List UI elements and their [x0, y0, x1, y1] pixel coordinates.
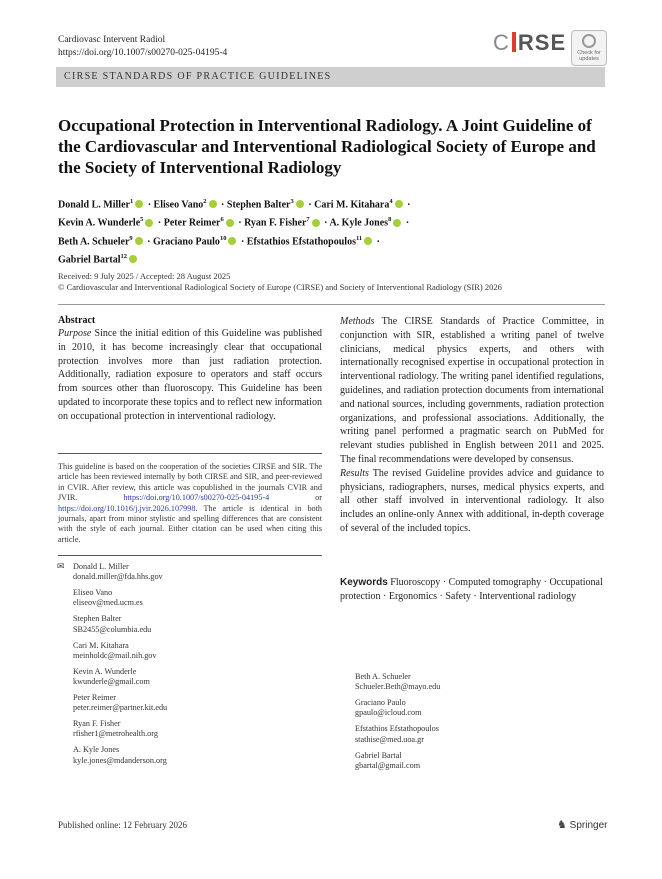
contact-entry: [73, 745, 167, 765]
contact-email[interactable]: donald.miller@fda.hhs.gov: [73, 572, 163, 582]
envelope-icon: ✉: [57, 562, 65, 572]
contact-name: Peter Reimer: [73, 693, 116, 703]
section-banner: [56, 67, 605, 87]
author-name: Donald L. Miller: [58, 199, 130, 211]
contact-name: Graciano Paulo: [355, 698, 406, 708]
author-separator: ·: [374, 235, 380, 247]
springer-horse-icon: ♞: [557, 819, 567, 831]
abstract-results: Results The revised Guideline provides advice and guidance to physicians, radiographers, nurses, medical physics experts, and all other staff involved in interventional radiology. It also includes an online-only Annex with additional, in-depth coverage of several of the included topics.: [340, 467, 605, 534]
contact-list-left: [73, 562, 167, 772]
contact-email[interactable]: meinholdc@mail.nih.gov: [73, 650, 157, 660]
orcid-icon[interactable]: [228, 237, 236, 245]
orcid-icon[interactable]: [393, 219, 401, 227]
author-name: Peter Reimer: [163, 217, 221, 229]
note-divider-bottom: [58, 555, 322, 556]
copyright: © Cardiovascular and Interventional Radiological Society of Europe (CIRSE) and Society of Interventional Radiology (SIR) 2026: [58, 282, 502, 292]
author-affiliation: 5: [140, 216, 144, 224]
author-affiliation: 10: [219, 234, 227, 242]
contact-entry: [73, 667, 167, 687]
abstract-methods-results: [340, 315, 604, 536]
orcid-icon[interactable]: [296, 200, 304, 208]
contact-email[interactable]: gpaulo@icloud.com: [355, 708, 422, 718]
orcid-icon[interactable]: [145, 219, 153, 227]
abstract-methods: Methods The CIRSE Standards of Practice Committee, in conjunction with SIR, established a writing panel of twelve clinicians, medical physics experts, and others with internationally recognised expertise in occupational protection in interventional radiology. The writing panel identified regulations, guidelines, and radiation protection documents from international and national sources, including governments, radiation protection organizations, and professional associations. Additionally, the writing panel performed a pragmatic search on PubMed for relevant studies published in English between 2011 and 2025. The final recommendations were developed by consensus.: [340, 316, 605, 465]
divider: [58, 304, 605, 305]
received-accepted: Received: 9 July 2025 / Accepted: 28 August 2025: [58, 271, 231, 281]
author-separator: ·: [218, 199, 227, 211]
author-name: Stephen Balter: [226, 199, 291, 211]
author-separator: ·: [144, 235, 153, 247]
author-name: Graciano Paulo: [152, 235, 220, 247]
contact-email[interactable]: rfisher1@metrohealth.org: [73, 729, 158, 739]
author-separator: ·: [404, 199, 411, 211]
author-name: Ryan F. Fisher: [244, 217, 307, 229]
contact-entry: [73, 641, 167, 661]
orcid-icon[interactable]: [395, 200, 403, 208]
author-name: Efstathios Efstathopoulos: [246, 235, 356, 247]
orcid-icon[interactable]: [135, 237, 143, 245]
author-name: Gabriel Bartal: [58, 254, 121, 266]
author-name: Eliseo Vano: [153, 199, 204, 211]
jvir-doi-link[interactable]: https://doi.org/10.1016/j.jvir.2026.107998: [58, 503, 196, 513]
author-affiliation: 6: [220, 216, 224, 224]
author-separator: ·: [235, 217, 245, 229]
author-affiliation: 11: [355, 234, 363, 242]
contact-name: Kevin A. Wunderle: [73, 666, 137, 676]
contact-entry: [73, 562, 167, 582]
author-name: Kevin A. Wunderle: [58, 217, 141, 229]
contact-name: Donald L. Miller: [73, 562, 129, 571]
contact-entry: [355, 751, 440, 771]
journal-name: Cardiovasc Intervent Radiol: [58, 35, 166, 45]
contact-entry: [73, 719, 167, 739]
contact-name: Gabriel Bartal: [355, 750, 402, 760]
contact-email[interactable]: Schueler.Beth@mayo.edu: [355, 682, 441, 692]
article-title: Occupational Protection in Interventional Radiology. A Joint Guideline of the Cardiovascular and Interventional Radiological Society of Europe and the Society of Interventional Radiology: [58, 116, 596, 177]
author-separator: ·: [305, 199, 315, 211]
contact-name: Ryan F. Fisher: [73, 719, 121, 729]
abstract-heading: Abstract: [58, 315, 96, 326]
author-affiliation: 9: [129, 234, 133, 242]
contact-email[interactable]: stathise@med.uoa.gr: [355, 734, 424, 744]
journal-header: [58, 34, 227, 60]
author-affiliation: 3: [290, 198, 294, 205]
contact-entry: [73, 588, 167, 608]
article-dates: [58, 271, 502, 293]
author-separator: ·: [145, 199, 154, 211]
orcid-icon[interactable]: [129, 255, 137, 263]
contact-name: Stephen Balter: [73, 614, 122, 624]
contact-email[interactable]: eliseov@med.ucm.es: [73, 598, 143, 608]
author-separator: ·: [321, 217, 330, 229]
author-name: Cari M. Kitahara: [314, 199, 390, 211]
contact-entry: [355, 724, 440, 744]
published-date: Published online: 12 February 2026: [58, 820, 187, 830]
author-affiliation: 8: [388, 216, 392, 224]
contact-entry: [73, 614, 167, 634]
author-list: [58, 194, 478, 267]
author-separator: ·: [238, 235, 247, 247]
keywords: Keywords Fluoroscopy · Computed tomography · Occupational protection · Ergonomics · Safety · Interventional radiology: [340, 577, 603, 602]
publisher-logo: ♞ Springer: [557, 819, 608, 831]
doi-link[interactable]: https://doi.org/10.1007/s00270-025-04195-4: [58, 48, 228, 58]
contact-email[interactable]: gbartal@gmail.com: [355, 760, 421, 770]
banner-text: CIRSE STANDARDS OF PRACTICE GUIDELINES: [64, 71, 332, 82]
abstract-purpose: Purpose Since the initial edition of this Guideline was published in 2010, it has become increasingly clear that occupational protection involves more than just radiation protection. Additionally, radiation exposure to operators and staff occurs from sources other than fluoroscopy. This Guideline has been updated to incorporate these topics and to reflect new information on occupational protection in interventional radiology.: [58, 328, 323, 422]
orcid-icon[interactable]: [209, 200, 217, 208]
author-affiliation: 2: [203, 198, 207, 205]
contact-name: Cari M. Kitahara: [73, 640, 129, 650]
author-separator: ·: [155, 217, 164, 229]
contact-entry: [355, 672, 440, 692]
contact-name: Eliseo Vano: [73, 588, 113, 598]
author-affiliation: 7: [306, 216, 310, 224]
author-affiliation: 12: [120, 252, 127, 260]
contact-name: Efstathios Efstathopoulos: [355, 724, 439, 734]
check-for-updates-badge[interactable]: Check for updates: [571, 30, 607, 66]
author-separator: ·: [403, 217, 410, 229]
copublication-note: This guideline is based on the cooperation of the societies CIRSE and SIR. The article has been reviewed internally by both CIRSE and SIR, and peer-reviewed in CVIR. After review, this article was copublished in the journals CVIR and JVIR. https://doi.org/10.1007/s00270-025-04195-4 or https://doi.org/10.1016/j.jvir.2026.107998. The article is identical in both journals, apart from minor stylistic and spelling differences that are consistent with the style of each journal. Either citation can be used when citing this article.: [58, 462, 322, 544]
contact-email[interactable]: peter.reimer@partner.kit.edu: [73, 703, 168, 713]
contact-name: A. Kyle Jones: [73, 745, 120, 755]
contact-entry: [355, 698, 440, 718]
contact-email[interactable]: kwunderle@gmail.com: [73, 677, 150, 687]
contact-email[interactable]: SB2455@columbia.edu: [73, 624, 152, 634]
orcid-icon[interactable]: [364, 237, 372, 245]
contact-email[interactable]: kyle.jones@mdanderson.org: [73, 755, 167, 765]
contact-name: Beth A. Schueler: [355, 672, 411, 681]
author-name: A. Kyle Jones: [329, 217, 389, 229]
update-icon: [582, 34, 596, 48]
contact-list-right: [355, 672, 440, 777]
contact-entry: [73, 693, 167, 713]
author-name: Beth A. Schueler: [58, 235, 130, 247]
note-divider-top: [58, 453, 322, 454]
author-affiliation: 4: [389, 198, 393, 205]
orcid-icon[interactable]: [312, 219, 320, 227]
orcid-icon[interactable]: [135, 200, 143, 208]
cvir-doi-link[interactable]: https://doi.org/10.1007/s00270-025-04195-4: [123, 493, 270, 503]
cirse-logo: C RSE: [493, 30, 567, 55]
author-affiliation: 1: [129, 198, 134, 205]
orcid-icon[interactable]: [226, 219, 234, 227]
